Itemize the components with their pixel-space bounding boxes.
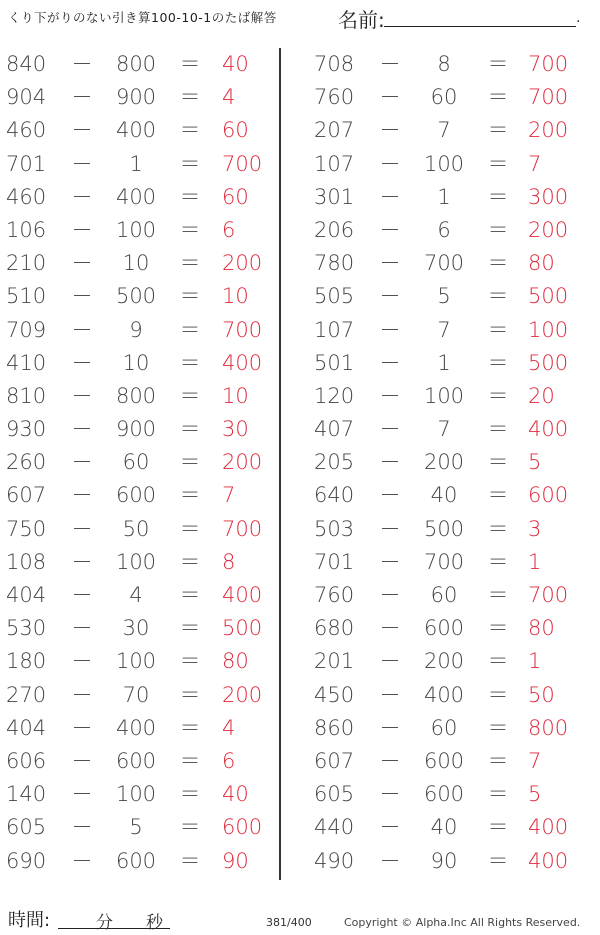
equals-sign: ＝: [487, 350, 509, 375]
equals-sign: ＝: [487, 417, 509, 442]
minuend: 501: [314, 350, 355, 375]
minuend: 201: [314, 649, 355, 674]
copyright-notice: Copyright © Alpha.Inc All Rights Reserved.: [344, 916, 581, 929]
problem-row: [0, 778, 600, 811]
answer: 20: [528, 383, 555, 408]
minus-sign: －: [379, 251, 401, 276]
minuend: 503: [314, 516, 355, 541]
subtrahend: 40: [430, 815, 458, 840]
answer: 400: [222, 583, 263, 607]
minuend: 490: [314, 848, 355, 873]
equals-sign: ＝: [487, 682, 509, 707]
subtrahend: 60: [430, 583, 458, 607]
subtrahend: 7: [437, 417, 451, 442]
subtrahend: 500: [423, 516, 465, 541]
problem-row: [0, 48, 600, 81]
answer: 300: [528, 184, 569, 209]
equals-sign: ＝: [487, 848, 509, 873]
subtrahend: 700: [423, 251, 465, 276]
minutes-label: 分: [96, 913, 113, 933]
equals-sign: ＝: [487, 715, 509, 740]
minus-sign: －: [379, 616, 401, 641]
minuend: 180: [6, 649, 47, 674]
subtrahend: 700: [423, 549, 465, 574]
answer: 4: [222, 85, 236, 110]
minus-sign: －: [71, 52, 93, 76]
subtrahend: 10: [122, 251, 150, 276]
answer: 600: [528, 483, 569, 508]
minuend: 607: [314, 748, 355, 773]
equals-sign: ＝: [179, 251, 201, 276]
problem-row: [0, 81, 600, 114]
name-end-dot: .: [576, 10, 581, 26]
equals-sign: ＝: [179, 85, 201, 110]
answer: 400: [528, 848, 569, 873]
subtrahend: 90: [430, 848, 458, 873]
problem-row: [0, 712, 600, 745]
equals-sign: ＝: [179, 350, 201, 375]
subtrahend: 5: [129, 815, 143, 840]
answer: 400: [528, 417, 569, 442]
minuend: 860: [314, 715, 355, 740]
answer: 80: [222, 649, 249, 674]
subtrahend: 7: [437, 118, 451, 143]
minus-sign: －: [379, 184, 401, 209]
equals-sign: ＝: [487, 616, 509, 641]
minuend: 701: [314, 549, 355, 574]
minuend: 605: [314, 782, 355, 807]
name-label: 名前:: [338, 8, 385, 32]
minuend: 450: [314, 682, 355, 707]
minus-sign: －: [379, 383, 401, 408]
minuend: 107: [314, 151, 355, 176]
minus-sign: －: [71, 217, 93, 242]
subtrahend: 9: [129, 317, 143, 342]
minuend: 107: [314, 317, 355, 342]
subtrahend: 30: [122, 616, 150, 641]
minus-sign: －: [379, 516, 401, 541]
equals-sign: ＝: [179, 52, 201, 76]
answer: 6: [222, 748, 236, 773]
subtrahend: 100: [115, 549, 157, 574]
minus-sign: －: [71, 483, 93, 508]
minuend: 680: [314, 616, 355, 641]
equals-sign: ＝: [179, 417, 201, 442]
subtrahend: 4: [129, 583, 143, 607]
minuend: 904: [6, 85, 47, 110]
problem-row: [0, 811, 600, 844]
equals-sign: ＝: [487, 450, 509, 475]
answer: 400: [528, 815, 569, 840]
minuend: 810: [6, 383, 47, 408]
subtrahend: 800: [115, 383, 157, 408]
subtrahend: 70: [122, 682, 150, 707]
page-number: 381/400: [266, 916, 312, 929]
minuend: 270: [6, 682, 47, 707]
minuend: 404: [6, 715, 47, 740]
minus-sign: －: [379, 350, 401, 375]
problem-row: [0, 446, 600, 479]
equals-sign: ＝: [487, 118, 509, 143]
subtrahend: 100: [115, 217, 157, 242]
subtrahend: 400: [115, 715, 157, 740]
subtrahend: 400: [115, 184, 157, 209]
problem-row: [0, 845, 600, 878]
minus-sign: －: [71, 251, 93, 276]
equals-sign: ＝: [487, 52, 509, 76]
equals-sign: ＝: [179, 217, 201, 242]
answer: 40: [222, 52, 249, 76]
minuend: 460: [6, 118, 47, 143]
minus-sign: －: [71, 317, 93, 342]
minus-sign: －: [71, 85, 93, 110]
minus-sign: －: [71, 583, 93, 607]
minus-sign: －: [71, 848, 93, 873]
answer: 40: [222, 782, 249, 807]
subtrahend: 100: [423, 151, 465, 176]
answer: 8: [222, 549, 236, 574]
answer: 700: [528, 583, 569, 607]
answer: 7: [222, 483, 236, 508]
minuend: 709: [6, 317, 47, 342]
minus-sign: －: [71, 118, 93, 143]
minuend: 690: [6, 848, 47, 873]
minuend: 120: [314, 383, 355, 408]
minus-sign: －: [71, 151, 93, 176]
equals-sign: ＝: [487, 151, 509, 176]
minuend: 440: [314, 815, 355, 840]
equals-sign: ＝: [179, 715, 201, 740]
subtrahend: 900: [115, 417, 157, 442]
minus-sign: －: [379, 217, 401, 242]
answer: 200: [528, 118, 569, 143]
subtrahend: 100: [115, 649, 157, 674]
subtrahend: 40: [430, 483, 458, 508]
subtrahend: 100: [115, 782, 157, 807]
equals-sign: ＝: [179, 682, 201, 707]
answer: 200: [528, 217, 569, 242]
minuend: 407: [314, 417, 355, 442]
problem-row: [0, 513, 600, 546]
answer: 7: [528, 748, 542, 773]
minuend: 640: [314, 483, 355, 508]
answer: 50: [528, 682, 555, 707]
minus-sign: －: [71, 417, 93, 442]
minus-sign: －: [379, 52, 401, 76]
minus-sign: －: [71, 549, 93, 574]
equals-sign: ＝: [179, 815, 201, 840]
subtrahend: 800: [115, 52, 157, 76]
answer: 90: [222, 848, 249, 873]
problem-row: [0, 745, 600, 778]
minuend: 701: [6, 151, 47, 176]
answer: 500: [528, 284, 569, 309]
answer: 1: [528, 649, 542, 674]
equals-sign: ＝: [179, 516, 201, 541]
minuend: 530: [6, 616, 47, 641]
minuend: 505: [314, 284, 355, 309]
equals-sign: ＝: [179, 583, 201, 607]
minus-sign: －: [379, 417, 401, 442]
worksheet-title: くり下がりのない引き算100-10-1のたば解答: [8, 10, 277, 25]
minus-sign: －: [379, 284, 401, 309]
problem-row: [0, 546, 600, 579]
equals-sign: ＝: [487, 483, 509, 508]
equals-sign: ＝: [487, 317, 509, 342]
minus-sign: －: [379, 450, 401, 475]
answer: 700: [222, 317, 263, 342]
minuend: 207: [314, 118, 355, 143]
equals-sign: ＝: [487, 815, 509, 840]
minuend: 460: [6, 184, 47, 209]
minus-sign: －: [71, 516, 93, 541]
answer: 700: [222, 516, 263, 541]
subtrahend: 600: [115, 748, 157, 773]
equals-sign: ＝: [179, 848, 201, 873]
minus-sign: －: [71, 649, 93, 674]
time-label: 時間:: [8, 910, 51, 931]
answer: 6: [222, 217, 236, 242]
equals-sign: ＝: [179, 284, 201, 309]
equals-sign: ＝: [487, 516, 509, 541]
equals-sign: ＝: [179, 118, 201, 143]
problem-row: [0, 181, 600, 214]
subtrahend: 8: [437, 52, 451, 76]
answer: 10: [222, 383, 249, 408]
equals-sign: ＝: [487, 549, 509, 574]
equals-sign: ＝: [487, 251, 509, 276]
equals-sign: ＝: [179, 748, 201, 773]
minus-sign: －: [71, 350, 93, 375]
minuend: 205: [314, 450, 355, 475]
subtrahend: 600: [423, 748, 465, 773]
equals-sign: ＝: [179, 782, 201, 807]
subtrahend: 5: [437, 284, 451, 309]
answer: 200: [222, 251, 263, 276]
equals-sign: ＝: [179, 450, 201, 475]
problem-row: [0, 314, 600, 347]
subtrahend: 600: [423, 782, 465, 807]
answer: 600: [222, 815, 263, 840]
minuend: 760: [314, 85, 355, 110]
equals-sign: ＝: [487, 748, 509, 773]
answer: 700: [528, 85, 569, 110]
minus-sign: －: [71, 715, 93, 740]
minuend: 607: [6, 483, 47, 508]
name-underline[interactable]: [384, 26, 576, 27]
subtrahend: 1: [437, 350, 451, 375]
equals-sign: ＝: [179, 649, 201, 674]
subtrahend: 1: [437, 184, 451, 209]
minuend: 108: [6, 549, 47, 574]
answer: 700: [222, 151, 263, 176]
minus-sign: －: [71, 782, 93, 807]
answer: 100: [528, 317, 569, 342]
subtrahend: 200: [423, 450, 465, 475]
minus-sign: －: [379, 317, 401, 342]
subtrahend: 200: [423, 649, 465, 674]
minus-sign: －: [379, 583, 401, 607]
answer: 800: [528, 715, 569, 740]
subtrahend: 7: [437, 317, 451, 342]
equals-sign: ＝: [179, 483, 201, 508]
equals-sign: ＝: [179, 616, 201, 641]
answer: 400: [222, 350, 263, 375]
subtrahend: 1: [129, 151, 143, 176]
subtrahend: 50: [122, 516, 150, 541]
problem-row: [0, 612, 600, 645]
minuend: 301: [314, 184, 355, 209]
minuend: 410: [6, 350, 47, 375]
equals-sign: ＝: [179, 549, 201, 574]
minus-sign: －: [379, 715, 401, 740]
problem-row: [0, 479, 600, 512]
answer: 60: [222, 184, 249, 209]
minuend: 510: [6, 284, 47, 309]
subtrahend: 400: [423, 682, 465, 707]
equals-sign: ＝: [487, 782, 509, 807]
minus-sign: －: [379, 549, 401, 574]
equals-sign: ＝: [487, 583, 509, 607]
answer: 4: [222, 715, 236, 740]
minuend: 206: [314, 217, 355, 242]
answer: 1: [528, 549, 542, 574]
problem-row: [0, 579, 600, 612]
problem-row: [0, 247, 600, 280]
answer: 700: [528, 52, 569, 76]
equals-sign: ＝: [179, 151, 201, 176]
minus-sign: －: [71, 815, 93, 840]
minus-sign: －: [379, 483, 401, 508]
minus-sign: －: [379, 682, 401, 707]
seconds-label: 秒: [146, 913, 163, 933]
equals-sign: ＝: [487, 217, 509, 242]
equals-sign: ＝: [487, 383, 509, 408]
minus-sign: －: [379, 815, 401, 840]
problem-row: [0, 347, 600, 380]
minus-sign: －: [379, 85, 401, 110]
minus-sign: －: [379, 848, 401, 873]
minus-sign: －: [379, 649, 401, 674]
answer: 200: [222, 682, 263, 707]
subtrahend: 60: [122, 450, 150, 475]
minus-sign: －: [71, 284, 93, 309]
minus-sign: －: [379, 151, 401, 176]
subtrahend: 6: [437, 217, 451, 242]
equals-sign: ＝: [179, 317, 201, 342]
subtrahend: 600: [115, 848, 157, 873]
minuend: 750: [6, 516, 47, 541]
answer: 30: [222, 417, 249, 442]
problem-row: [0, 280, 600, 313]
subtrahend: 100: [423, 383, 465, 408]
minus-sign: －: [71, 184, 93, 209]
subtrahend: 600: [115, 483, 157, 508]
minus-sign: －: [71, 450, 93, 475]
minuend: 840: [6, 52, 47, 76]
subtrahend: 400: [115, 118, 157, 143]
subtrahend: 500: [115, 284, 157, 309]
minus-sign: －: [71, 748, 93, 773]
right-problem-column: [0, 48, 600, 878]
problem-row: [0, 645, 600, 678]
problem-row: [0, 114, 600, 147]
answer: 3: [528, 516, 542, 541]
minus-sign: －: [71, 616, 93, 641]
minuend: 708: [314, 52, 355, 76]
equals-sign: ＝: [487, 184, 509, 209]
minuend: 780: [314, 251, 355, 276]
answer: 80: [528, 616, 555, 641]
minuend: 605: [6, 815, 47, 840]
equals-sign: ＝: [179, 184, 201, 209]
answer: 500: [222, 616, 263, 641]
answer: 500: [528, 350, 569, 375]
minus-sign: －: [379, 782, 401, 807]
minuend: 106: [6, 217, 47, 242]
problem-row: [0, 679, 600, 712]
equals-sign: ＝: [487, 85, 509, 110]
subtrahend: 600: [423, 616, 465, 641]
minuend: 260: [6, 450, 47, 475]
answer: 5: [528, 782, 542, 807]
problem-row: [0, 214, 600, 247]
equals-sign: ＝: [487, 284, 509, 309]
minuend: 760: [314, 583, 355, 607]
equals-sign: ＝: [179, 383, 201, 408]
subtrahend: 60: [430, 85, 458, 110]
problem-row: [0, 380, 600, 413]
minus-sign: －: [71, 383, 93, 408]
minuend: 140: [6, 782, 47, 807]
problem-row: [0, 148, 600, 181]
equals-sign: ＝: [487, 649, 509, 674]
answer: 80: [528, 251, 555, 276]
answer: 10: [222, 284, 249, 309]
answer: 7: [528, 151, 542, 176]
subtrahend: 60: [430, 715, 458, 740]
minus-sign: －: [379, 118, 401, 143]
problem-row: [0, 413, 600, 446]
subtrahend: 10: [122, 350, 150, 375]
minus-sign: －: [71, 682, 93, 707]
minuend: 606: [6, 748, 47, 773]
minus-sign: －: [379, 748, 401, 773]
answer: 5: [528, 450, 542, 475]
minuend: 404: [6, 583, 47, 607]
answer: 60: [222, 118, 249, 143]
minuend: 210: [6, 251, 47, 276]
subtrahend: 900: [115, 85, 157, 110]
minuend: 930: [6, 417, 47, 442]
answer: 200: [222, 450, 263, 475]
